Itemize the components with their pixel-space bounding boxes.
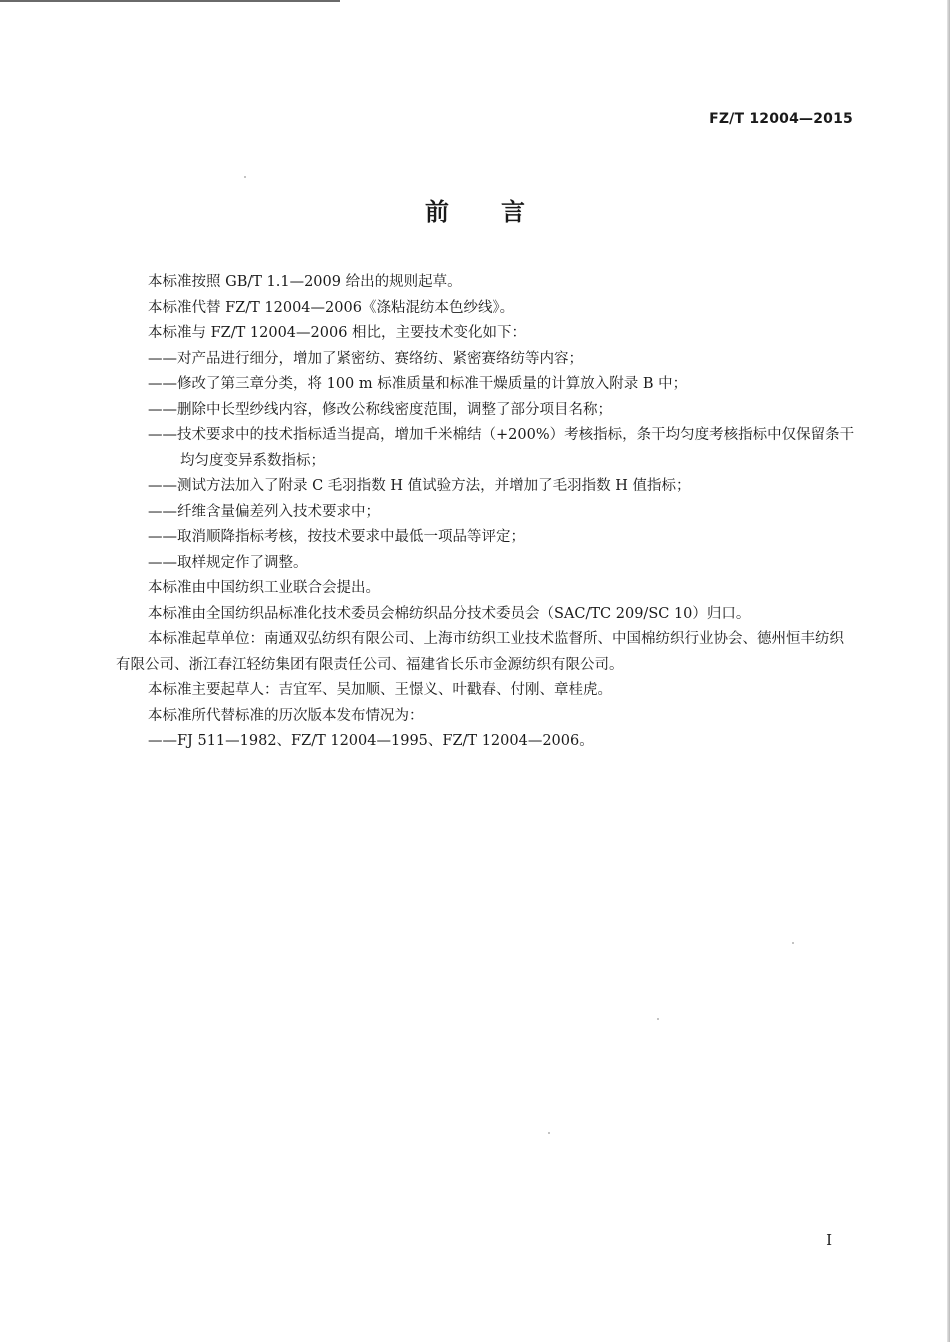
page-title: 前言	[425, 198, 577, 226]
change-list-item: ——技术要求中的技术指标适当提高，增加千米棉结（+200%）考核指标，条干均匀度考核指标中仅保留条干均匀度变异系数指标；	[148, 427, 855, 469]
change-list-item: ——对产品进行细分，增加了紧密纺、赛络纺、紧密赛络纺等内容；	[148, 350, 583, 367]
scan-speck	[548, 1132, 550, 1134]
standard-code: FZ/T 12004—2015	[709, 111, 853, 127]
history-item: ——FJ 511—1982、FZ/T 12004—1995、FZ/T 12004—2006。	[148, 733, 594, 749]
change-list-item: ——取消顺降指标考核，按技术要求中最低一项品等评定；	[148, 529, 525, 545]
paragraph: 本标准主要起草人：吉宜军、吴加顺、王憬义、叶戳春、付刚、章桂虎。	[148, 682, 612, 698]
page-number: I	[826, 1231, 832, 1249]
paragraph: 本标准按照 GB/T 1.1—2009 给出的规则起草。	[148, 274, 462, 290]
foreword-body	[116, 270, 856, 755]
scan-speck	[244, 176, 246, 178]
change-list-item: ——测试方法加入了附录 C 毛羽指数 H 值试验方法，并增加了毛羽指数 H 值指标；	[148, 478, 691, 494]
paragraph: 本标准由全国纺织品标准化技术委员会棉纺织品分技术委员会（SAC/TC 209/SC 10）归口。	[148, 605, 751, 622]
scan-speck	[657, 1018, 659, 1020]
scan-speck	[792, 942, 794, 944]
change-list-item: ——删除中长型纱线内容，修改公称线密度范围，调整了部分项目名称；	[148, 401, 612, 418]
paragraph: 本标准由中国纺织工业联合会提出。	[148, 580, 380, 596]
change-list-item: ——纤维含量偏差列入技术要求中；	[148, 503, 380, 520]
paragraph: 本标准所代替标准的历次版本发布情况为：	[148, 707, 424, 724]
paragraph: 本标准代替 FZ/T 12004—2006《涤粘混纺本色纱线》。	[148, 299, 515, 316]
scan-artifact-line	[0, 0, 340, 2]
change-list-item: ——取样规定作了调整。	[148, 554, 308, 571]
paragraph: 本标准起草单位：南通双弘纺织有限公司、上海市纺织工业技术监督所、中国棉纺织行业协会、德州恒丰纺织有限公司、浙江春江轻纺集团有限责任公司、福建省长乐市金源纺织有限公司。	[116, 631, 844, 673]
paragraph: 本标准与 FZ/T 12004—2006 相比，主要技术变化如下：	[148, 325, 527, 341]
change-list-item: ——修改了第三章分类，将 100 m 标准质量和标准干燥质量的计算放入附录 B 中；	[148, 376, 688, 392]
